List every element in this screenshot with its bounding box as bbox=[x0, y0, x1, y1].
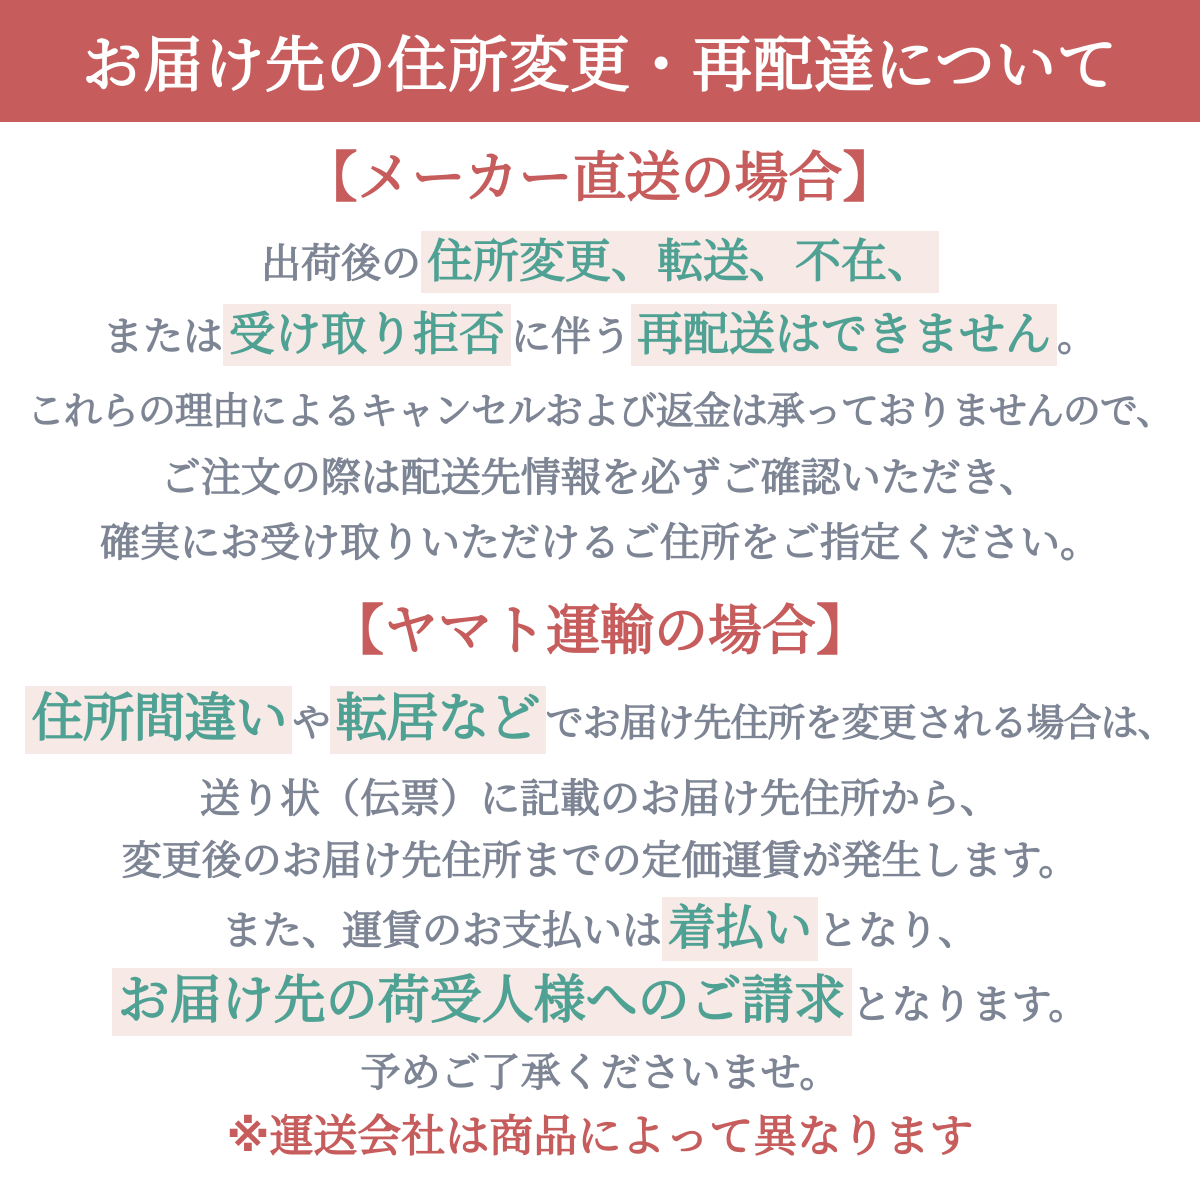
notice-header-banner bbox=[0, 0, 1200, 122]
highlight-segment: 着払い bbox=[662, 897, 818, 961]
text-segment: 予めご了承くださいませ。 bbox=[360, 1050, 840, 1097]
notice-line bbox=[261, 233, 939, 291]
text-segment: 確実にお受け取りいただけるご住所をご指定ください。 bbox=[100, 520, 1100, 567]
notice-body bbox=[0, 122, 1200, 1164]
notice-line bbox=[222, 898, 978, 958]
highlight-segment: 住所変更、転送、不在、 bbox=[421, 231, 939, 293]
notice-line bbox=[103, 306, 1097, 364]
text-segment: となります。 bbox=[851, 982, 1089, 1029]
text-segment: 出荷後の bbox=[261, 240, 421, 287]
text-segment: これらの理由によるキャンセルおよび返金は承っておりませんので、 bbox=[26, 388, 1174, 433]
carrier-footnote: ※運送会社は商品によって異なります bbox=[226, 1111, 974, 1163]
highlight-segment: 住所間違い bbox=[25, 686, 292, 754]
notice-line bbox=[200, 774, 1000, 824]
text-segment: また、運賃のお支払いは bbox=[221, 908, 662, 955]
highlight-segment: 再配送はできません bbox=[631, 304, 1057, 366]
notice-title: お届け先の住所変更・再配達について bbox=[82, 31, 1118, 101]
text-segment: となり、 bbox=[818, 908, 978, 955]
text-segment: でお届け先住所を変更される場合は、 bbox=[545, 701, 1175, 746]
text-segment: または bbox=[103, 314, 223, 361]
notice-line bbox=[112, 969, 1089, 1034]
text-segment: ご注文の際は配送先情報を必ずご確認いただき、 bbox=[160, 455, 1040, 502]
notice-line bbox=[122, 836, 1079, 886]
text-segment: や bbox=[292, 701, 330, 746]
text-segment: 送り状（伝票）に記載のお届け先住所から、 bbox=[200, 776, 1000, 823]
section-heading-maker-direct: 【メーカー直送の場合】 bbox=[303, 146, 897, 209]
notice-line bbox=[27, 388, 1173, 436]
section-heading-yamato: 【ヤマト運輸の場合】 bbox=[330, 599, 870, 663]
text-segment: 。 bbox=[1057, 314, 1097, 361]
notice-line bbox=[361, 1048, 840, 1098]
notice-line bbox=[161, 453, 1039, 503]
text-segment: 変更後のお届け先住所までの定価運賃が発生します。 bbox=[121, 838, 1079, 885]
highlight-segment: お届け先の荷受人様へのご請求 bbox=[112, 968, 852, 1036]
notice-line bbox=[100, 518, 1100, 568]
notice-line bbox=[25, 687, 1174, 752]
highlight-segment: 受け取り拒否 bbox=[223, 304, 511, 366]
text-segment: に伴う bbox=[511, 314, 631, 361]
highlight-segment: 転居など bbox=[330, 686, 546, 754]
